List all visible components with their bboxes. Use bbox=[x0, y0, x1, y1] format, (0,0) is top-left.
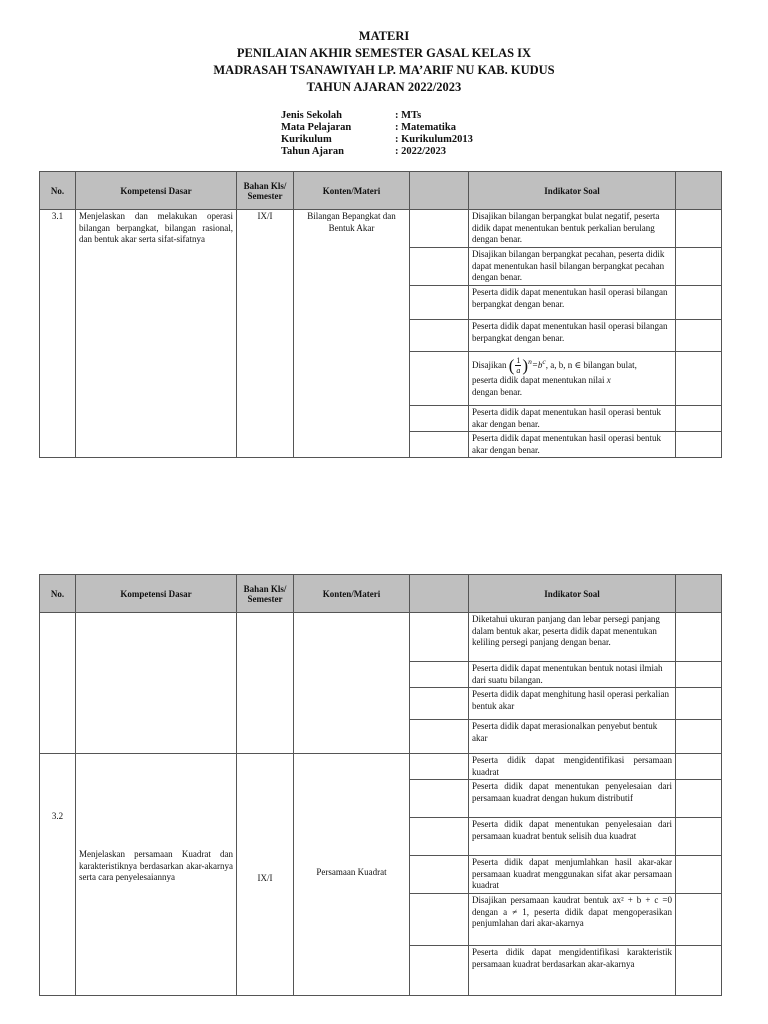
cell-blank bbox=[410, 688, 469, 720]
cell-konten-text: Persamaan Kuadrat bbox=[316, 867, 387, 877]
col-header-konten: Konten/Materi bbox=[294, 575, 410, 613]
cell-indikator: Peserta didik dapat mengidentifikasi karakteristik persamaan kuadrat berdasarkan akar-akarnya bbox=[469, 946, 676, 996]
cell-indikator: Peserta didik dapat menentukan penyelesaian dari persamaan kuadrat dengan hukum distributif bbox=[469, 780, 676, 818]
formula-line2: peserta didik dapat menentukan nilai bbox=[472, 375, 605, 386]
cell-blank bbox=[410, 613, 469, 662]
col-header-indikator: Indikator Soal bbox=[469, 172, 676, 210]
cell-indikator: Disajikan bilangan berpangkat bulat negatif, peserta didik dapat menentukan bentuk perkalian berulang dengan benar. bbox=[469, 210, 676, 248]
col-header-konten: Konten/Materi bbox=[294, 172, 410, 210]
cell-blank bbox=[410, 720, 469, 754]
cell-last bbox=[676, 352, 722, 406]
cell-indikator-formula bbox=[469, 352, 676, 406]
header-year: TAHUN AJARAN 2022/2023 bbox=[306, 80, 462, 94]
cell-last bbox=[676, 662, 722, 688]
header-title: MATERI bbox=[358, 29, 410, 43]
cell-last bbox=[676, 286, 722, 320]
cell-indikator: Peserta didik dapat mengidentifikasi persamaan kuadrat bbox=[469, 754, 676, 780]
formula-line3: dengan benar. bbox=[472, 386, 522, 397]
cell-no bbox=[40, 613, 76, 754]
cell-last bbox=[676, 818, 722, 856]
cell-kompetensi-dasar bbox=[76, 754, 237, 996]
materi-table-1 bbox=[39, 171, 722, 458]
meta-label: Tahun Ajaran bbox=[281, 146, 344, 157]
cell-last bbox=[676, 320, 722, 352]
cell-blank bbox=[410, 286, 469, 320]
cell-last bbox=[676, 688, 722, 720]
cell-last bbox=[676, 856, 722, 894]
cell-blank bbox=[410, 352, 469, 406]
cell-konten bbox=[294, 754, 410, 996]
cell-last bbox=[676, 780, 722, 818]
cell-konten: Bilangan Bepangkat dan Bentuk Akar bbox=[294, 210, 410, 458]
formula-fraction bbox=[515, 356, 521, 375]
cell-blank bbox=[410, 754, 469, 780]
formula-exponent-c: c bbox=[542, 357, 546, 366]
cell-indikator: Peserta didik dapat menghitung hasil operasi perkalian bentuk akar bbox=[469, 688, 676, 720]
col-header-bahan: Bahan Kls/ Semester bbox=[237, 575, 294, 613]
table-header-row bbox=[40, 172, 722, 210]
col-header-indikator: Indikator Soal bbox=[469, 575, 676, 613]
meta-row bbox=[281, 122, 473, 134]
table-row bbox=[40, 754, 722, 780]
cell-indikator: Peserta didik dapat menentukan hasil operasi bentuk akar dengan benar. bbox=[469, 406, 676, 432]
cell-blank bbox=[410, 210, 469, 248]
cell-last bbox=[676, 248, 722, 286]
cell-kd-text: Menjelaskan persamaan Kuadrat dan karakteristiknya berdasarkan akar-akarnya serta cara penyelesaiannya bbox=[79, 849, 233, 882]
col-header-last bbox=[676, 575, 722, 613]
header-subtitle: PENILAIAN AKHIR SEMESTER GASAL KELAS IX bbox=[236, 46, 532, 60]
meta-row bbox=[281, 146, 473, 158]
cell-blank bbox=[410, 406, 469, 432]
materi-table-2 bbox=[39, 574, 722, 996]
cell-last bbox=[676, 432, 722, 458]
cell-blank bbox=[410, 856, 469, 894]
cell-blank bbox=[410, 780, 469, 818]
cell-indikator: Peserta didik dapat menjumlahkan hasil akar-akar persamaan kuadrat menggunakan sifat akar persamaan kuadrat bbox=[469, 856, 676, 894]
cell-bahan: IX/I bbox=[237, 210, 294, 458]
col-header-blank bbox=[410, 172, 469, 210]
cell-blank bbox=[410, 894, 469, 946]
cell-konten bbox=[294, 613, 410, 754]
col-header-no: No. bbox=[40, 575, 76, 613]
meta-value: : 2022/2023 bbox=[395, 146, 447, 157]
cell-indikator: Peserta didik dapat menentukan hasil operasi bilangan berpangkat dengan benar. bbox=[469, 286, 676, 320]
col-header-kd: Kompetensi Dasar bbox=[76, 172, 237, 210]
cell-last bbox=[676, 406, 722, 432]
cell-last bbox=[676, 613, 722, 662]
cell-indikator: Peserta didik dapat menentukan penyelesaian dari persamaan kuadrat bentuk selisih dua kuadrat bbox=[469, 818, 676, 856]
col-header-blank bbox=[410, 575, 469, 613]
cell-no: 3.1 bbox=[40, 210, 76, 458]
cell-indikator: Disajikan persamaan kaudrat bentuk ax² + b + c =0 dengan a ≠ 1, peserta didik dapat mengoperasikan penjumlahan dari akar-akarnya bbox=[469, 894, 676, 946]
cell-bahan bbox=[237, 754, 294, 996]
meta-label: Jenis Sekolah bbox=[281, 110, 342, 121]
cell-no bbox=[40, 754, 76, 996]
fraction-denominator: a bbox=[516, 366, 521, 376]
fraction-numerator: 1 bbox=[516, 356, 521, 366]
header-school: MADRASAH TSANAWIYAH LP. MA’ARIF NU KAB. KUDUS bbox=[213, 63, 555, 77]
cell-indikator: Diketahui ukuran panjang dan lebar persegi panjang dalam bentuk akar, peserta didik dapat menentukan keliling persegi panjang dengan benar. bbox=[469, 613, 676, 662]
meta-value: : MTs bbox=[395, 110, 422, 121]
cell-indikator: Peserta didik dapat menentukan hasil operasi bilangan berpangkat dengan benar. bbox=[469, 320, 676, 352]
formula-vars: , a, b, n ∈ bilangan bulat, bbox=[545, 360, 637, 370]
cell-bahan-text: IX/I bbox=[257, 873, 273, 883]
cell-blank bbox=[410, 248, 469, 286]
cell-kompetensi-dasar bbox=[76, 613, 237, 754]
cell-blank bbox=[410, 320, 469, 352]
formula-paren-open: ( bbox=[508, 356, 515, 376]
cell-blank bbox=[410, 946, 469, 996]
meta-value: : Kurikulum2013 bbox=[395, 134, 473, 145]
cell-blank bbox=[410, 432, 469, 458]
col-header-last bbox=[676, 172, 722, 210]
col-header-no: No. bbox=[40, 172, 76, 210]
meta-row bbox=[281, 134, 473, 146]
meta-row bbox=[281, 110, 473, 122]
document-meta bbox=[281, 110, 473, 158]
cell-last bbox=[676, 946, 722, 996]
cell-last bbox=[676, 720, 722, 754]
cell-last bbox=[676, 754, 722, 780]
cell-indikator: Peserta didik dapat menentukan hasil operasi bentuk akar dengan benar. bbox=[469, 432, 676, 458]
cell-no-text: 3.2 bbox=[51, 811, 64, 821]
col-header-bahan: Bahan Kls/ Semester bbox=[237, 172, 294, 210]
col-header-kd: Kompetensi Dasar bbox=[76, 575, 237, 613]
cell-indikator: Disajikan bilangan berpangkat pecahan, peserta didik dapat menentukan hasil bilangan berpangkat pecahan dengan benar. bbox=[469, 248, 676, 286]
formula-paren-close: ) bbox=[522, 356, 529, 376]
table-row bbox=[40, 210, 722, 248]
cell-indikator: Peserta didik dapat merasionalkan penyebut bentuk akar bbox=[469, 720, 676, 754]
formula-equals: =b bbox=[531, 360, 543, 370]
formula-prefix: Disajikan bbox=[472, 360, 507, 370]
meta-label: Mata Pelajaran bbox=[281, 122, 352, 133]
cell-bahan bbox=[237, 613, 294, 754]
table-header-row bbox=[40, 575, 722, 613]
document-header bbox=[0, 28, 768, 96]
table-row bbox=[40, 613, 722, 662]
cell-kompetensi-dasar: Menjelaskan dan melakukan operasi bilangan berpangkat, bilangan rasional, dan bentuk akar serta sifat-sifatnya bbox=[76, 210, 237, 458]
cell-blank bbox=[410, 818, 469, 856]
meta-value: : Matematika bbox=[395, 122, 456, 133]
formula-exponent-n: n bbox=[528, 357, 532, 366]
cell-blank bbox=[410, 662, 469, 688]
cell-indikator: Peserta didik dapat menentukan bentuk notasi ilmiah dari suatu bilangan. bbox=[469, 662, 676, 688]
cell-last bbox=[676, 894, 722, 946]
meta-label: Kurikulum bbox=[281, 134, 332, 145]
cell-last bbox=[676, 210, 722, 248]
formula-x: x bbox=[606, 375, 611, 386]
